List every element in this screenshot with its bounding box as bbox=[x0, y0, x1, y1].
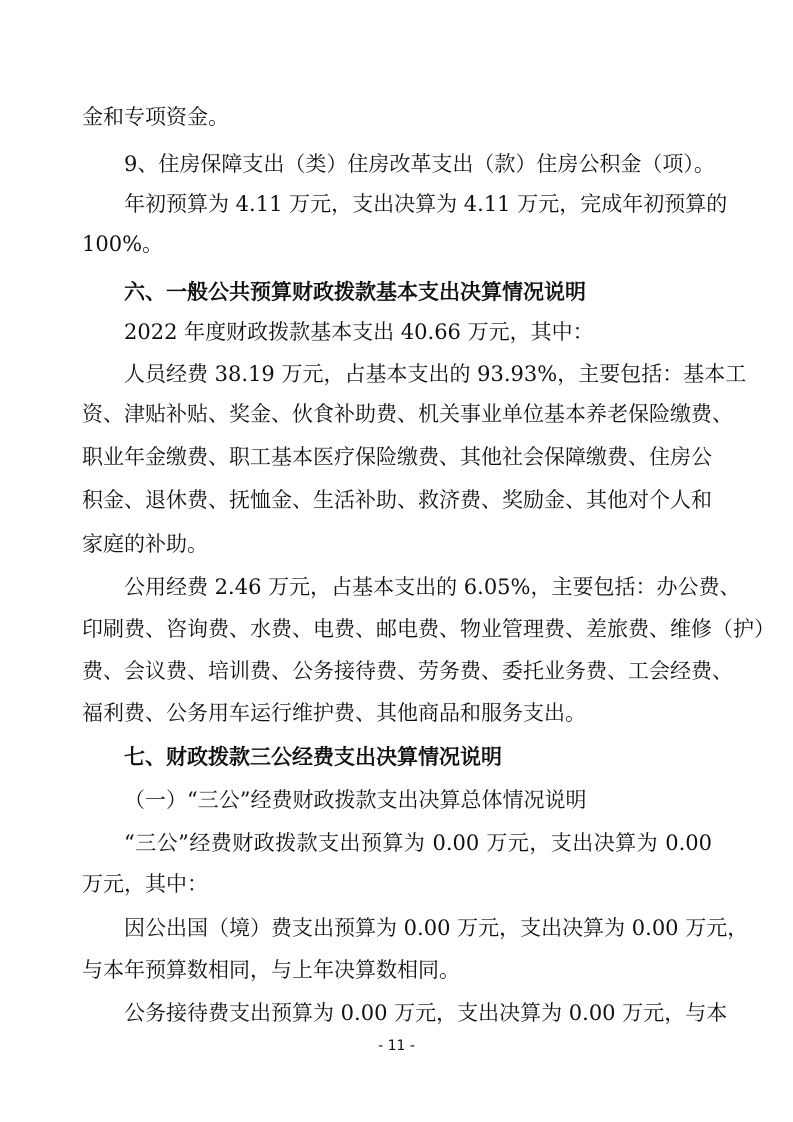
paragraph-line: 100%。 bbox=[82, 232, 164, 256]
paragraph-line: 金和专项资金。 bbox=[82, 105, 229, 129]
paragraph-line: 年初预算为 4.11 万元，支出决算为 4.11 万元，完成年初预算的 bbox=[124, 192, 728, 216]
paragraph-line: 费、会议费、培训费、公务接待费、劳务费、委托业务费、工会经费、 bbox=[82, 659, 733, 683]
sub-heading: （一）“三公”经费财政拨款支出决算总体情况说明 bbox=[124, 788, 587, 812]
paragraph-line: 2022 年度财政拨款基本支出 40.66 万元，其中： bbox=[124, 320, 594, 344]
paragraph-line: “三公”经费财政拨款支出预算为 0.00 万元，支出决算为 0.00 bbox=[124, 831, 712, 855]
paragraph-line: 与本年预算数相同，与上年决算数相同。 bbox=[82, 958, 460, 982]
section-heading: 六、一般公共预算财政拨款基本支出决算情况说明 bbox=[124, 280, 586, 304]
paragraph-line: 职业年金缴费、职工基本医疗保险缴费、其他社会保障缴费、住房公 bbox=[82, 445, 712, 469]
paragraph-line: 资、津贴补贴、奖金、伙食补助费、机关事业单位基本养老保险缴费、 bbox=[82, 402, 733, 426]
paragraph-line: 万元，其中： bbox=[82, 872, 208, 896]
paragraph-line: 公用经费 2.46 万元，占基本支出的 6.05%，主要包括：办公费、 bbox=[124, 575, 741, 599]
paragraph-line: 积金、退休费、抚恤金、生活补助、救济费、奖励金、其他对个人和 bbox=[82, 488, 712, 512]
paragraph-line: 公务接待费支出预算为 0.00 万元，支出决算为 0.00 万元，与本 bbox=[124, 1001, 728, 1025]
paragraph-line: 人员经费 38.19 万元，占基本支出的 93.93%，主要包括：基本工 bbox=[124, 362, 747, 386]
page-number: - 11 - bbox=[378, 1038, 415, 1054]
section-heading: 七、财政拨款三公经费支出决算情况说明 bbox=[124, 745, 502, 769]
paragraph-line: 因公出国（境）费支出预算为 0.00 万元，支出决算为 0.00 万元， bbox=[124, 916, 749, 940]
paragraph-line: 9、住房保障支出（类）住房改革支出（款）住房公积金（项）。 bbox=[124, 152, 715, 176]
paragraph-line: 印刷费、咨询费、水费、电费、邮电费、物业管理费、差旅费、维修（护） bbox=[82, 617, 775, 641]
paragraph-line: 家庭的补助。 bbox=[82, 532, 208, 556]
paragraph-line: 福利费、公务用车运行维护费、其他商品和服务支出。 bbox=[82, 701, 586, 725]
